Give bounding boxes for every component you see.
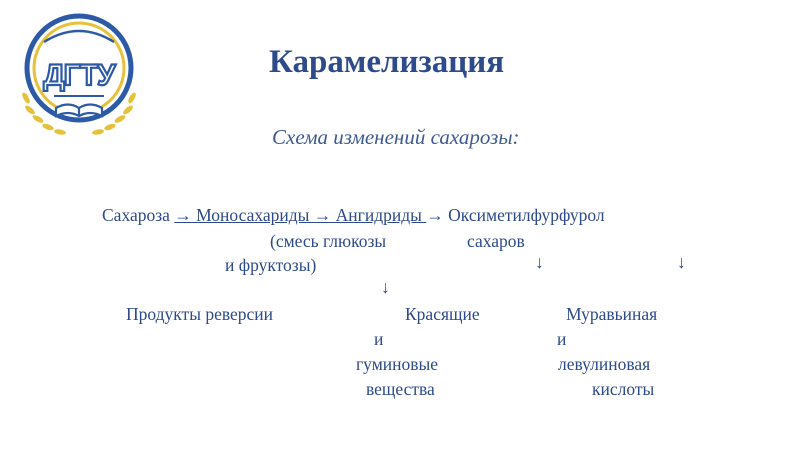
arrow-down-icon: ↓	[677, 252, 686, 272]
arrow-right-icon: → Ангидриды	[313, 205, 427, 225]
dyes-line-4: вещества	[366, 379, 435, 399]
logo-text: ДГТУ	[43, 59, 115, 92]
dyes-line-2: и	[374, 329, 384, 349]
slide-title: Карамелизация	[269, 44, 505, 80]
arrow-right-icon: →	[426, 205, 444, 225]
scheme-row-1	[102, 207, 605, 225]
acids-line-2: и	[557, 329, 567, 349]
acids-line-3: левулиновая	[558, 354, 651, 374]
slide-subtitle: Схема изменений сахарозы:	[272, 125, 520, 149]
hmf-label: Оксиметилфурфурол	[443, 205, 605, 225]
dgtu-logo	[16, 12, 142, 140]
acids-line-4: кислоты	[592, 379, 655, 399]
dyes-line-1: Красящие	[405, 304, 480, 324]
mixture-line-1: (смесь глюкозы	[270, 231, 387, 251]
monosaccharides-label: Моносахариды	[191, 205, 314, 225]
anhydrides-label: Ангидриды	[331, 205, 427, 225]
dyes-line-3: гуминовые	[356, 354, 439, 374]
arrow-down-icon: ↓	[535, 252, 544, 272]
arrow-right-icon: → Моносахариды	[174, 205, 314, 225]
reversion-products-label: Продукты реверсии	[126, 304, 274, 324]
sucrose-label: Сахароза	[102, 205, 170, 225]
mixture-line-2: и фруктозы)	[225, 255, 317, 275]
arrow-down-icon: ↓	[381, 277, 390, 297]
sugars-label: сахаров	[467, 231, 525, 251]
acids-line-1: Муравьиная	[566, 304, 658, 324]
